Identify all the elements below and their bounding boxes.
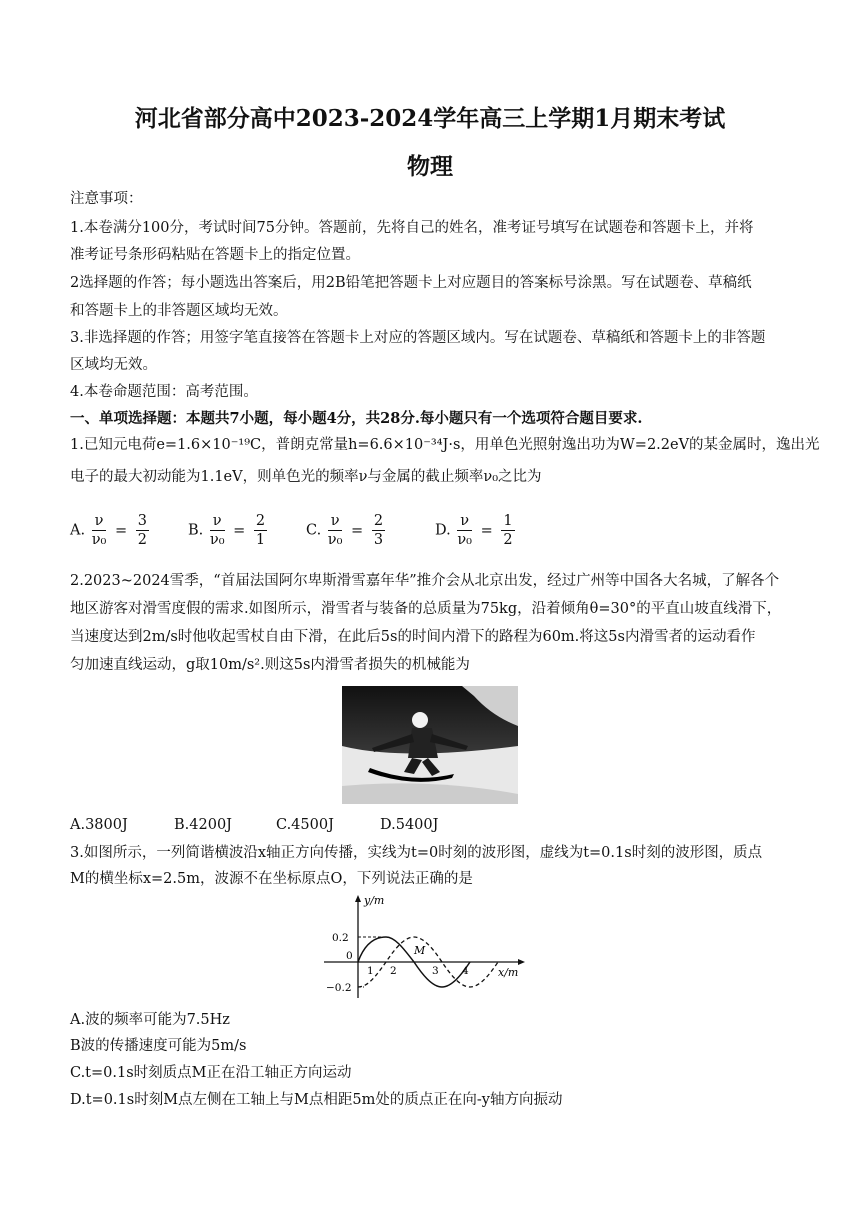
- q3-option-b: B波的传播速度可能为5m/s: [70, 1038, 247, 1054]
- section-heading: 一、单项选择题：本题共7小题，每小题4分，共28分.每小题只有一个选项符合题目要求.: [70, 410, 643, 427]
- notice-line: 3.非选择题的作答；用签字笔直接答在答题卡上对应的答题区域内。写在试题卷、草稿纸和答题卡上的非答题: [70, 330, 766, 346]
- x-axis-arrow: [518, 959, 525, 965]
- q3-option-d: D.t=0.1s时刻M点左侧在工轴上与M点相距5m处的质点正在向-y轴方向振动: [70, 1092, 563, 1108]
- ratio-fraction: [457, 512, 472, 549]
- question-2-line: 匀加速直线运动，g取10m/s².则这5s内滑雪者损失的机械能为: [70, 657, 470, 673]
- q2-option-b: B.4200J: [174, 817, 232, 833]
- fraction-numerator: 1: [503, 513, 513, 529]
- option-label: D.: [435, 522, 451, 539]
- fraction-numerator: 2: [255, 513, 266, 529]
- q1-option-d: [435, 512, 517, 549]
- q2-option-a: A.3800J: [70, 817, 128, 833]
- q2-option-c: C.4500J: [276, 817, 334, 833]
- ratio-fraction: [328, 512, 343, 549]
- x-tick-label: 2: [390, 965, 397, 977]
- option-label: B.: [188, 522, 204, 539]
- question-3-line: M的横坐标x=2.5m，波源不在坐标原点O，下列说法正确的是: [70, 871, 473, 887]
- q1-option-b: [188, 512, 269, 549]
- fraction-numerator: 3: [137, 513, 147, 529]
- notice-line: 4.本卷命题范围：高考范围。: [70, 384, 258, 400]
- q3-option-c: C.t=0.1s时刻质点M正在沿工轴正方向运动: [70, 1065, 352, 1081]
- fraction-denominator: ν₀: [91, 532, 107, 548]
- value-fraction: [501, 512, 514, 549]
- fraction-denominator: 2: [503, 532, 513, 548]
- question-2-line: 2.2023~2024雪季，“首届法国阿尔卑斯滑雪嘉年华”推介会从北京出发，经过广州等中国各大名城，了解各个: [70, 573, 780, 589]
- question-3-line: 3.如图所示，一列简谐横波沿x轴正方向传播，实线为t=0时刻的波形图，虚线为t=0.1s时刻的波形图，质点: [70, 845, 763, 861]
- wave-graph: [320, 892, 530, 1000]
- question-1-line: 电子的最大初动能为1.1eV，则单色光的频率ν与金属的截止频率ν₀之比为: [70, 469, 542, 485]
- notice-line: 1.本卷满分100分，考试时间75分钟。答题前，先将自己的姓名，准考证号填写在试题卷和答题卡上，并将: [70, 220, 754, 236]
- question-1-line: 1.已知元电荷e=1.6×10⁻¹⁹C，普朗克常量h=6.6×10⁻³⁴J·s，用单色光照射逸出功为W=2.2eV的某金属时，逸出光: [70, 437, 820, 453]
- value-fraction: [136, 512, 149, 549]
- q3-option-a: A.波的频率可能为7.5Hz: [70, 1012, 230, 1028]
- option-label: C.: [306, 522, 322, 539]
- x-tick-label: 1: [367, 965, 374, 977]
- y-tick-label: 0.2: [332, 932, 349, 944]
- ratio-fraction: [92, 512, 107, 549]
- question-2-line: 地区游客对滑雪度假的需求.如图所示，滑雪者与装备的总质量为75kg，沿着倾角θ=30°的平直山坡直线滑下，: [70, 601, 782, 617]
- value-fraction: [372, 512, 385, 549]
- exam-title: 河北省部分高中2023-2024学年高三上学期1月期末考试: [134, 105, 726, 132]
- value-fraction: [254, 512, 267, 549]
- ratio-fraction: [210, 512, 225, 549]
- fraction-denominator: 1: [255, 532, 266, 548]
- fraction-denominator: ν₀: [327, 532, 343, 548]
- fraction-denominator: ν₀: [209, 532, 225, 548]
- x-tick-label: 3: [432, 965, 439, 977]
- fraction-numerator: ν: [210, 512, 225, 531]
- x-tick-label: 4: [462, 965, 469, 977]
- equals-sign: =: [233, 522, 246, 539]
- equals-sign: =: [480, 522, 493, 539]
- fraction-denominator: 2: [137, 532, 147, 548]
- notice-line: 2选择题的作答；每小题选出答案后，用2B铅笔把答题卡上对应题目的答案标号涂黑。写在试题卷、草稿纸: [70, 275, 752, 291]
- fraction-denominator: 3: [373, 532, 384, 548]
- notice-line: 和答题卡上的非答题区域均无效。: [70, 303, 288, 319]
- q1-option-a: [70, 512, 151, 549]
- equals-sign: =: [351, 522, 364, 539]
- option-label: A.: [70, 522, 86, 539]
- subject-title: 物理: [407, 153, 453, 180]
- question-2-line: 当速度达到2m/s时他收起雪杖自由下滑，在此后5s的时间内滑下的路程为60m.将这5s内滑雪者的运动看作: [70, 629, 756, 645]
- q1-option-c: [306, 512, 387, 549]
- notice-heading: 注意事项：: [70, 191, 143, 207]
- fraction-numerator: ν: [328, 512, 343, 531]
- fraction-numerator: ν: [92, 512, 107, 531]
- y-tick-label: 0: [346, 950, 353, 962]
- equals-sign: =: [114, 522, 128, 539]
- notice-line: 区域均无效。: [70, 357, 157, 373]
- fraction-numerator: ν: [457, 512, 472, 531]
- y-tick-label: −0.2: [326, 982, 352, 994]
- y-axis-label: y/m: [364, 894, 385, 907]
- fraction-denominator: ν₀: [457, 532, 472, 548]
- snowboarder-photo: [342, 686, 518, 804]
- x-axis-label: x/m: [498, 966, 519, 979]
- notice-line: 准考证号条形码粘贴在答题卡上的指定位置。: [70, 247, 360, 263]
- point-m-label: M: [414, 944, 426, 957]
- q2-option-d: D.5400J: [380, 817, 439, 833]
- y-axis-arrow: [355, 895, 361, 902]
- fraction-numerator: 2: [373, 513, 384, 529]
